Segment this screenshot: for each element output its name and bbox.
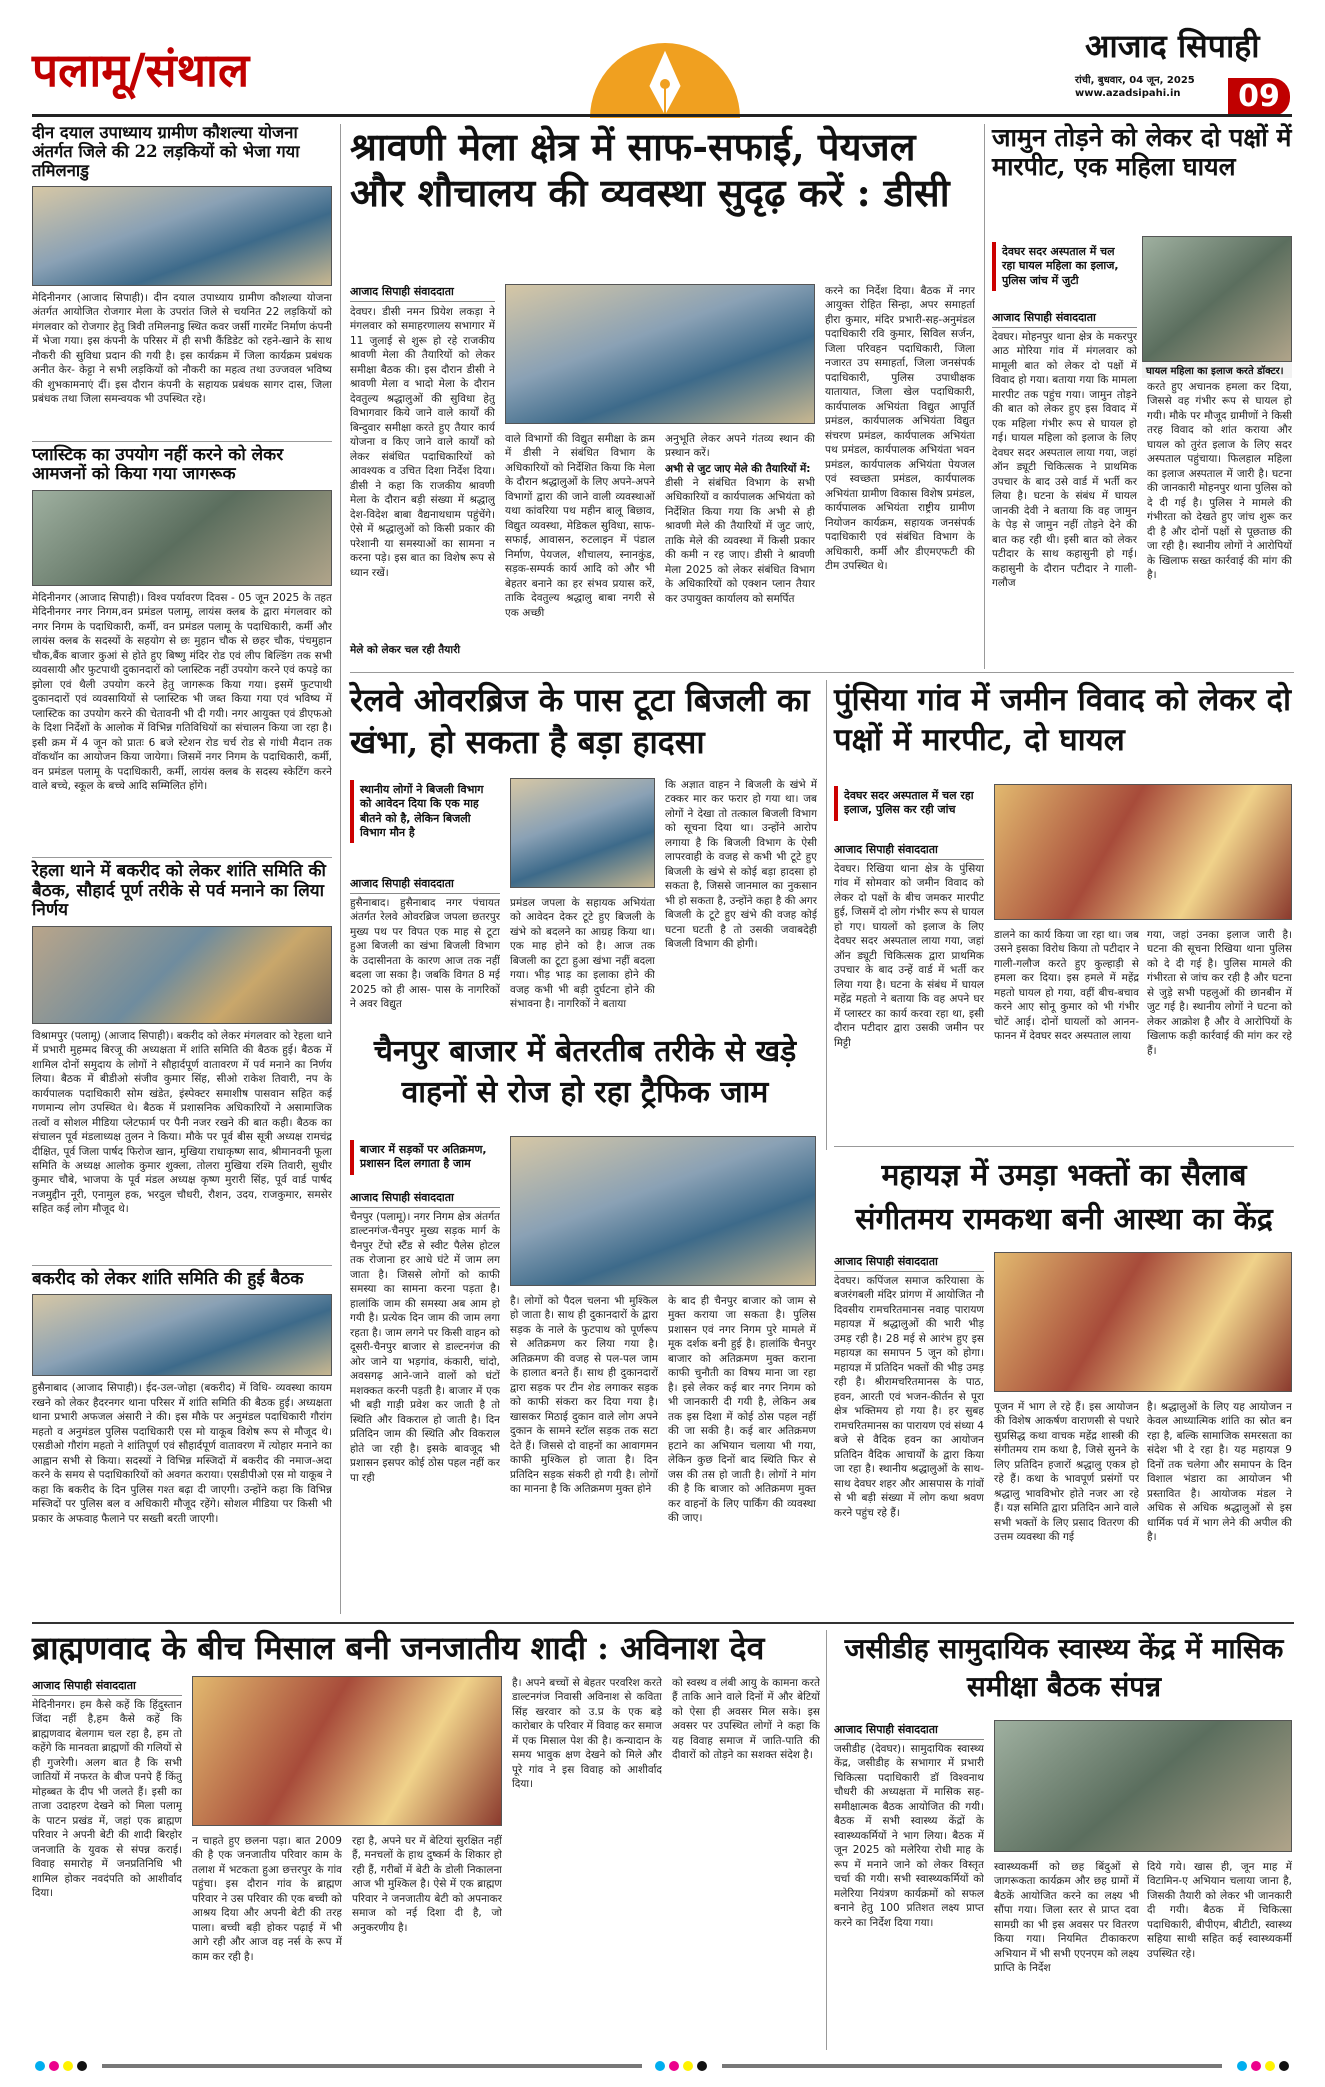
story-body: विश्रामपुर (पलामू) (आजाद सिपाही)। बकरीद को लेकर मंगलवार को रेहला थाने में प्रभारी मुहम्मद बिरजू की अध्यक्षता में शांति समिति की बैठक हुई। बैठक में शामिल दोनों समुदाय के लोगों ने सौहार्दपूर्ण वातावरण में पर्व मनाने का निर्णय लिया। बैठक में बीडीओ संजीव कुमार सिंह, सीओ राकेश तिवारी, नप के कार्यपालक पदाधिकारी सोम खंडेत, इंस्पेक्टर समाशीष पासवान सहित कई गणमान्य लोग उपस्थित थे। बैठक में प्रशासनिक अधिकारियों ने असामाजिक तत्वों व सोशल मीडिया प्लेटफार्म पर पैनी नजर रखने की बात कही। बैठक का संचालन पूर्व मंडलाध्यक्ष तुलन ने किया। मौके पर पूर्व बीस सूत्री अध्यक्ष रामचंद्र दीक्षित, पूर्व जिला पार्षद फिरोज खान, मुखिया राधाकृष्ण साव, श्रीमानवनी फूला समिति के अध्यक्ष आलोक कुमार शुक्ला, तोलरा मुखिया रश्मि तिवारी, सुधीर कुमार चौबे, भाजपा के पूर्व मंडल अध्यक्ष कृष्ण मुरारी सिंह, पूर्व वार्ड पार्षद नजमुद्दीन नूरी, एनामुल हक, भरदुल चौधरी, रौशन, उदय, राजकुमार, समसेर सहित कई लोग मौजूद थे। — [32, 1029, 332, 1216]
dateline: रांची, बुधवार, 04 जून, 2025 — [1075, 75, 1195, 86]
divider — [32, 1265, 332, 1266]
pull-quote: बाजार में सड़कों पर अतिक्रमण, प्रशासन दिल लगाता है जाम — [350, 1140, 500, 1175]
pen-nib-sun-logo — [580, 38, 750, 118]
photo-caption: घायल महिला का इलाज करते डॉक्टर। — [1142, 362, 1292, 378]
story-punsia — [834, 680, 1294, 1140]
photo-traffic-jam — [510, 1136, 816, 1286]
story-jamun — [992, 124, 1294, 669]
section-rule — [350, 672, 1294, 673]
headline: दीन दयाल उपाध्याय ग्रामीण कौशल्या योजना अंतर्गत जिले की 22 लड़कियों को भेजा गया तमिलनाडु — [32, 123, 300, 180]
photo-dc-meeting — [505, 284, 815, 424]
byline: आजाद सिपाही संवाददाता — [834, 1722, 984, 1740]
column-rule — [826, 1630, 827, 2050]
column-rule — [984, 124, 985, 669]
masthead — [0, 0, 1325, 118]
lead-col4: करने का निर्देश दिया। बैठक में नगर आयुक्त रोहित सिन्हा, अपर समाहर्ता हीरा कुमार, मंदिर प्रभारी-सह-अनुमंडल पदाधिकारी रवि कुमार, सिविल सर्जन, जिला परिवहन पदाधिकारी, जिला नजारत उप समाहर्ता, जिला जनसंपर्क पदाधिकारी, पुलिस उपाधीक्षक यातायात, जिला खेल पदाधिकारी, कार्यपालक अभियंता विद्युत आपूर्ति प्रमंडल, कार्यपालक अभियंता विद्युत संचरण प्रमंडल, कार्यपालक अभियंता पथ प्रमंडल, कार्यपालक अभियंता भवन प्रमंडल, कार्यपालक अभियंता पेयजल एवं स्वच्छता प्रमंडल, कार्यपालक अभियंता ग्रामीण विकास विशेष प्रमंडल, कार्यपालक अभियंता राष्ट्रीय ग्रामीण नियोजन कार्यक्रम, सहायक जनसंपर्क पदाधिकारी एवं संबंधित विभाग के अधिकारी, कर्मी और डीएमएफटी की टीम उपस्थित थे। — [825, 285, 975, 573]
story-body-col2: है। लोगों को पैदल चलना भी मुश्किल हो जाता है। साथ ही दुकानदारों के द्वारा सड़क के नाले के फुटपाथ को पूर्णरूप से अतिक्रमण कर लिया गया है। अतिक्रमण की वजह से पल-पल जाम के हालात बनते हैं। साथ ही दुकानदारों द्वारा सड़क पर टीन शेड लगाकर सड़क को काफी संकरा कर दिया गया है। खासकर मिठाई दुकान वाले लोग अपने दुकान के सामने स्टॉल सड़क तक सटा देते हैं। जिससे दो वाहनों का आवागमन काफी मुश्किल हो जाता है। दिन प्रतिदिन सड़क संकरी हो गयी है। लोगों का मानना है कि अतिक्रमण मुक्त होने — [510, 1295, 658, 1496]
story-jasidih-health — [834, 1630, 1294, 2050]
section-title: पलामू/संथाल — [32, 43, 250, 97]
story-body-col2: डालने का कार्य किया जा रहा था। जब उसने इसका विरोध किया तो पटीदार ने गाली-गलौज करते हुए कुल्हाड़ी से हमला कर दिया। इस हमले में महेंद्र महतो घायल हो गया, वहीं बीच-बचाव करने आए सोनू कुमार को भी गंभीर चोटें आई। दोनों घायलों को आनन-फानन में देवघर सदर अस्पताल लाया — [994, 929, 1139, 1043]
story-body-col1: देवघर। मोहनपुर थाना क्षेत्र के मकरपुर आठ मोरिया गांव में मंगलवार को मामूली बात को लेकर दो पक्षों में विवाद हो गया। बताया गया कि मामला मारपीट तक पहुंच गया। जामुन तोड़ने की बात को लेकर हुए इस विवाद में एक महिला गंभीर रूप से घायल हो गई। घायल महिला को इलाज के लिए देवघर सदर अस्पताल लाया गया, जहां ऑन ड्यूटी चिकित्सक ने प्राथमिक उपचार के बाद उसे वार्ड में भर्ती कर लिया है। घटना के संबंध में घायल जानकी देवी ने बताया कि वह जामुन के पेड़ से जामुन नहीं तोड़ने देने की बात कह रही थी। इसी बात को लेकर पटीदार के साथ कहासुनी हो गई। कहासुनी के दौरान पटीदार ने गाली-गलौज — [992, 331, 1137, 590]
story-body-col4: है। अपने बच्चों से बेहतर परवरिश करते डाल्टनगंज निवासी अविनाश से कविता सिंह खरवार को उ.प्र के एक बड़े कारोबार के परिवार में विवाह कर समाज में एक मिसाल पेश की है। कन्यादान के समय भावुक क्षण देखने को मिले और पूरे गांव ने इस विवाह को आशीर्वाद दिया। — [512, 1677, 662, 1791]
story-body-col2: प्रमंडल जपला के सहायक अभियंता को आवेदन देकर टूटे हुए बिजली के खंभे को बदलने का आग्रह किया था। एक माह होने को है। आज तक बिजली का टूटा हुआ खंभा नहीं बदला गया। भीड़ भाड़ का इलाका होने की वजह कभी भी बड़ी दुर्घटना होने की संभावना है। नागरिकों ने बताया — [510, 897, 655, 1011]
lead-col2: वाले विभागों की विद्युत समीक्षा के क्रम में डीसी ने संबंधित विभाग के अधिकारियों को निर्देशित किया कि मेला के दौरान श्रद्धालुओं के लिए अपने-अपने विभागों द्वारा की जाने वाली व्यवस्थाओं यथा कांवरिया पथ महीन बालू बिछाव, विद्युत व्यवस्था, मेडिकल सुविधा, साफ- सफाई, आवासन, रुटलाइन में पंडाल निर्माण, पेयजल, शौचालय, स्नानकुंड, सड़क-सम्पर्क कार्य आदि को और भी बेहतर बनाने का हर संभव प्रयास करें, ताकि देवतुल्य श्रद्धालु बाबा नगरी से एक अच्छी — [505, 433, 655, 619]
story-body-col3: रहा है, अपने घर में बेटियां सुरक्षित नहीं हैं, मनचलों के हाथ दुष्कर्म के शिकार हो रही हैं, गरीबों में बेटी के डोली निकालना आज भी मुश्किल है। ऐसे में एक ब्राह्मण परिवार ने जनजातीय बेटी को अपनाकर समाज को नई दिशा दी है, जो अनुकरणीय है। — [352, 1835, 502, 1934]
story-bakrid-meeting — [32, 1270, 332, 1592]
left-column — [32, 124, 332, 1614]
story-body-col2: पूजन में भाग ले रहे हैं। इस आयोजन की विशेष आकर्षण वाराणसी से पधारे सुप्रसिद्ध कथा वाचक महेंद्र शास्त्री की संगीतमय राम कथा है, जिसे सुनने के लिए प्रतिदिन हजारों श्रद्धालु एकत्र हो रहे हैं। कथा के भावपूर्ण प्रसंगों पर श्रद्धालु भावविभोर होते नजर आ रहे हैं। यज्ञ समिति द्वारा प्रतिदिन आने वाले सभी भक्तों के लिए प्रसाद वितरण की उत्तम व्यवस्था की गई — [994, 1401, 1139, 1544]
story-tribal-wedding — [32, 1630, 822, 2050]
story-body-col1: हुसैनाबाद। हुसैनाबाद नगर पंचायत अंतर्गत रेलवे ओवरब्रिज जपला छतरपुर मुख्य पथ पर विपत एक माह से टूटा हुआ बिजली का खंभा बिजली विभाग के उदासीनता के कारण आज तक नहीं बदला जा सका है। जबकि विगत 8 मई 2025 को ही आस- पास के नागरिकों ने अवर विद्युत — [350, 897, 500, 1011]
story-ddugky — [32, 124, 332, 437]
story-body-col3: गया, जहां उनका इलाज जारी है। घटना की सूचना रिखिया थाना पुलिस को दे दी गई है। पुलिस मामले की गंभीरता से जांच कर रही है और घटना से जुड़े सभी पहलुओं की छानबीन में जुट गई है। स्थानीय लोगों ने घटना को लेकर आक्रोश है और वे आरोपियों के खिलाफ कड़ी कार्रवाई की मांग कर रहे हैं। — [1147, 929, 1292, 1057]
section-rule — [834, 1146, 1294, 1147]
photo-injured-woman — [1142, 236, 1292, 362]
byline: आजाद सिपाही संवाददाता — [992, 310, 1137, 328]
section-rule — [32, 1622, 1294, 1624]
byline: आजाद सिपाही संवाददाता — [32, 1678, 182, 1696]
story-body-col1: देवघर। कपिंजल समाज करियासा के बजरंगबली मंदिर प्रांगण में आयोजित नौ दिवसीय रामचरितमानस नवाह पारायण महायज्ञ में श्रद्धालुओं की भारी भीड़ उमड़ रही है। 28 मई से आरंभ हुए इस महायज्ञ का समापन 5 जून को होगा। महायज्ञ में प्रतिदिन भक्तों की भीड़ उमड़ रही है। श्रीरामचरितमानस के पाठ, हवन, आरती एवं भजन-कीर्तन से पूरा क्षेत्र भक्तिमय हो गया है। हर सुबह रामचरितमानस का पारायण एवं संध्या 4 बजे से वैदिक हवन का आयोजन प्रतिदिन वैदिक आचार्यों के द्वारा किया जा रहा है। स्थानीय श्रद्धालुओं के साथ-साथ देवघर शहर और आसपास के गांवों से भी बड़ी संख्या में लोग कथा श्रवण करने पहुंच रहे हैं। — [834, 1275, 984, 1519]
story-body-col3: दिये गये। खास ही, जून माह में विटामिन-ए अभियान चलाया जाना है, जिसकी तैयारी को लेकर भी जानकारी दी गयी। बैठक में चिकित्सा पदाधिकारी, बीपीएम, बीटीटी, स्वास्थ्य सहिया साथी सहित कई स्वास्थ्यकर्मी उपस्थित रहे। — [1147, 1861, 1292, 1960]
headline: रेलवे ओवरब्रिज के पास टूटा बिजली का खंभा, हो सकता है बड़ा हादसा — [350, 681, 810, 761]
lead-kicker: मेले को लेकर चल रही तैयारी — [350, 644, 461, 656]
story-body-col2: न चाहते हुए छलना पड़ा। बात 2009 की है एक जनजातीय परिवार काम के तलाश में भटकता हुआ छत्तरपुर के गांव पहुंचा। इस दौरान गांव के ब्राह्मण परिवार ने उस परिवार की एक बच्ची को आश्रय दिया और अपनी बेटी की तरह पाला। बच्ची बड़ी होकर पढ़ाई में भी आगे रही और आज वह नर्स के रूप में काम कर रही है। — [192, 1835, 342, 1963]
photo-wedding — [192, 1676, 502, 1826]
lead-col1: देवघर। डीसी नमन प्रियेश लकड़ा ने मंगलवार को समाहरणालय सभागार में 11 जुलाई से शुरू हो रहे राजकीय श्रावणी मेला की तैयारियों को लेकर समीक्षा बैठक की। इस दौरान डीसी ने श्रावणी मेला व भादो मेला के दौरान देवतुल्य श्रद्धालुओं की सुविधा हेतु विभागवार किये जाने वाले कार्यों की बिन्दुवार समीक्षा करते हुए तैयार कार्य योजना व किए जाने वाले कार्यों को लेकर संबंधित पदाधिकारियों को आवश्यक व उचित दिशा निर्देश दिया। डीसी ने कहा कि राजकीय श्रावणी मेला के दौरान बड़ी संख्या में श्रद्धालु देश-विदेश बाबा वैद्यनाथधाम पहुंचेंगे। ऐसे में श्रद्धालुओं को किसी प्रकार की परेशानी या समस्याओं का सामना न करना पड़े। इस बात का विशेष रूप से ध्यान रखें। — [350, 306, 495, 579]
byline: आजाद सिपाही संवाददाता — [350, 1190, 500, 1208]
page-number: 09 — [1228, 78, 1290, 116]
lead-story — [350, 124, 980, 669]
story-body-col2: स्वास्थ्यकर्मी को छह बिंदुओं से जागरूकता कार्यक्रम और छह ग्रामों में बैठकें आयोजित करने का लक्ष्य भी सौंपा गया। जिला स्तर से प्राप्त दवा सामग्री का भी इस अवसर पर वितरण किया गया। नियमित टीकाकरण अभियान में भी सभी एएनएम को लक्ष्य प्राप्ति के निर्देश — [994, 1861, 1139, 1975]
headline: जसीडीह सामुदायिक स्वास्थ्य केंद्र में मासिक समीक्षा बैठक संपन्न — [844, 1632, 1284, 1703]
byline: आजाद सिपाही संवाददाता — [834, 1254, 984, 1272]
headline: रेहला थाने में बकरीद को लेकर शांति समिति की बैठक, सौहार्द पूर्ण तरीके से पर्व मनाने का लिया निर्णय — [32, 861, 326, 921]
photo-injured-patients — [994, 784, 1292, 920]
headline: प्लास्टिक का उपयोग नहीं करने को लेकर आमजनों को किया गया जागरूक — [32, 444, 284, 485]
pull-quote: देवघर सदर अस्पताल में चल रहा इलाज, पुलिस कर रही जांच — [834, 786, 984, 821]
story-body-col2: करते हुए अचानक हमला कर दिया, जिससे वह गंभीर रूप से घायल हो गयी। मौके पर मौजूद ग्रामीणों ने किसी तरह विवाद को शांत कराया और घायल को तुरंत इलाज के लिए सदर अस्पताल पहुंचाया। फिलहाल महिला का इलाज अस्पताल में जारी है। घटना की जानकारी मोहनपुर थाना पुलिस को दे दी गई है। पुलिस ने मामले की गंभीरता को देखते हुए जांच शुरू कर दी है और दोनों पक्षों से पूछताछ की जा रही है। स्थानीय लोगों ने आरोपियों के खिलाफ सख्त कार्रवाई की मांग की है। — [1147, 381, 1292, 582]
headline: जामुन तोड़ने को लेकर दो पक्षों में मारपीट, एक महिला घायल — [992, 123, 1292, 181]
story-chainpur-traffic — [350, 1032, 820, 1618]
story-body-col5: को स्वस्थ व लंबी आयु के कामना करते हैं ताकि आने वाले दिनों में और बेटियों को ऐसा ही अवसर मिल सके। इस अवसर पर उपस्थित लोगों ने कहा कि यह विवाह समाज में जाति-पाति की दीवारों को तोड़ने का सशक्त संदेश है। — [672, 1677, 820, 1762]
story-body: मेदिनीनगर (आजाद सिपाही)। दीन दयाल उपाध्याय ग्रामीण कौशल्या योजना अंतर्गत आयोजित रोजगार मेला के उपरांत जिले से चयनित 22 लड़कियों को मंगलवार को रोजगार हेतु त्रिवी तमिलनाडु स्थित कवर जर्सी गारमेंट निर्माण कंपनी में भेजा गया। इस कंपनी के परिसर में ही सभी कैंडिडेट को रहने-खाने के साथ नौकरी की सुविधा प्रदान की गयी है। इस कार्यक्रम में जिला कार्यक्रम प्रबंधक अनीत केर- केट्टा ने सभी लड़कियों को नौकरी का महत्व तथा उज्जवल भविष्य की शुभकामनाएं दीं। इस दौरान कंपनी के सहायक प्रबंधक सागर दास, जिला प्रबंधक तथा जिला समन्वयक भी उपस्थित रहे। — [32, 291, 332, 406]
footer-color-bar — [32, 2058, 1294, 2072]
photo-awareness-rally — [32, 490, 332, 586]
byline: आजाद सिपाही संवाददाता — [350, 284, 495, 302]
divider — [32, 441, 332, 442]
headline: महायज्ञ में उमड़ा भक्तों का सैलाब संगीतमय रामकथा बनी आस्था का केंद्र — [855, 1158, 1273, 1237]
column-rule — [340, 124, 341, 1614]
lead-headline: श्रावणी मेला क्षेत्र में साफ-सफाई, पेयजल और शौचालय की व्यवस्था सुदृढ़ करें : डीसी — [350, 124, 950, 215]
lead-col3: अनुभूति लेकर अपने गंतव्य स्थान की प्रस्थान करें। — [665, 433, 815, 460]
headline: चैनपुर बाजार में बेतरतीब तरीके से खड़े वाहनों से रोज हो रहा ट्रैफिक जाम — [373, 1034, 797, 1110]
story-body: हुसैनाबाद (आजाद सिपाही)। ईद-उल-जोहा (बकरीद) में विधि- व्यवस्था कायम रखने को लेकर हैदरनगर थाना परिसर में शांति समिति की बैठक हुई। अध्यक्षता थाना प्रभारी अफजल अंसारी ने की। इस मौके पर अनुमंडल पदाधिकारी गौरांग महतो व अनुमंडल पुलिस पदाधिकारी एस मो याकूब विशेष रूप से मौजूद थे। एसडीओ गौरांग महतो ने शांतिपूर्ण एवं सौहार्दपूर्ण वातावरण में त्योहार मनाने का आह्वान सभी से किया। सदस्यों ने विभिन्न मस्जिदों में बकरीद की नमाज-अदा करने के समय से पदाधिकारियों को अवगत कराया। एसडीपीओ एस मो याकूब ने कहा कि बकरीद के दिन पुलिस गश्त बढ़ा दी जाएगी। उन्होंने कहा कि विभिन्न मस्जिदों पर पुलिस बल व अधिकारी मौजूद रहेंगे। सोशल मीडिया पर किसी भी प्रकार के अफवाह फैलाने पर सख्ती बरती जाएगी। — [32, 1382, 332, 1525]
registration-dots — [32, 2059, 1294, 2073]
column-rule — [826, 680, 827, 1150]
story-body-col1: मेदिनीनगर। हम कैसे कहें कि हिंदुस्तान जिंदा नहीं है,हम कैसे कहें कि ब्राह्मणवाद बेलगाम चल रहा है, हम तो कहेंगे कि मानवता ब्राह्मणों की गलियों से ही गुजरेगी। अलग बात है कि सभी जातियों में नफरत के बीज पनपे हैं किंतु मोहब्बत के दीप भी जलते हैं। इसी का ताजा उदाहरण देखने को मिला पलामू के पाटन प्रखंड में, जहां एक ब्राह्मण परिवार ने अपनी बेटी की शादी बिरहोर जनजाति के युवक से संपन्न कराई। विवाह समारोह में जनप्रतिनिधि भी शामिल होकर नवदंपति को आशीर्वाद दिया। — [32, 1699, 182, 1900]
story-rehla-peace-meeting — [32, 862, 332, 1261]
photo-ramkatha — [994, 1252, 1292, 1392]
story-plastic — [32, 446, 332, 853]
photo-peace-committee — [32, 1294, 332, 1376]
paper-name: आजाद सिपाही — [1085, 27, 1260, 65]
photo-meeting — [32, 926, 332, 1024]
masthead-rule — [32, 114, 1292, 117]
lead-col3b: डीसी ने संबंधित विभाग के सभी अधिकारियों व कार्यपालक अभियंता को निर्देशित किया गया कि अभी से ही श्रावणी मेले की तैयारियों में जुट जाएं, ताकि मेले की व्यवस्था में किसी प्रकार की कमी न रह जाए। डीसी ने श्रावणी मेला 2025 को लेकर संबंधित विभाग के अधिकारियों को एक्शन प्लान तैयार कर उपायुक्त कार्यालय को समर्पित — [665, 477, 815, 605]
story-body: मेदिनीनगर (आजाद सिपाही)। विश्व पर्यावरण दिवस - 05 जून 2025 के तहत मेदिनीनगर नगर निगम,वन प्रमंडल पलामू, लायंस क्लब के द्वारा मंगलवार को नगर निगम के पदाधिकारी, कर्मी, वन प्रमंडल पलामू के पदाधिकारी, कर्मी और लायंस क्लब के सदस्यों के सहयोग से छः मुहान चौक से छहर चौक, पंचमुहान चौक,बैंक बाजार कुआं से होते हुए बिष्णु मंदिर रोड एवं लीप बिल्डिंग तक सभी व्यवसायी और फुटपाथी दुकानदारों को प्लास्टिक नहीं उपयोग करने एवं कपड़े का झोला एवं थैली उपयोग करने हेतु जागरूक किया गया। इसमें फुटपाथी दुकानदारों एवं व्यवसायियों से प्लास्टिक भी जब्त किया गया एवं भविष्य में प्लास्टिक का उपयोग करने की चेतावनी भी दी गयी। नगर आयुक्त एवं डीएफओ के दिशा निर्देशों के आलोक में विभिन्न गतिविधियों का संचालन किया जा रहा है। इसी क्रम में 4 जून को प्रातः 6 बजे स्टेशन रोड चर्च रोड से गांधी मैदान तक वॉकथॉन का आयोजन किया जायेगा। जिसमें नगर निगम के पदाधिकारी, कर्मी, वन प्रमंडल पलामू के पदाधिकारी, कर्मी, लायंस क्लब के सदस्य स्केटिंग करने वाले बच्चे, स्कूल के बच्चे आदि सम्मिलित होंगे। — [32, 592, 332, 793]
photo-health-meeting — [994, 1720, 1292, 1852]
pull-quote: देवघर सदर अस्पताल में चल रहा घायल महिला का इलाज, पुलिस जांच में जुटी — [992, 242, 1132, 291]
story-body-col1: जसीडीह (देवघर)। सामुदायिक स्वास्थ्य केंद्र, जसीडीह के सभागार में प्रभारी चिकित्सा पदाधिकारी डॉ विश्वनाथ चौधरी की अध्यक्षता में मासिक सह- समीक्षात्मक बैठक आयोजित की गयी। बैठक में सभी स्वास्थ्य केंद्रों के स्वास्थ्यकर्मियों ने भाग लिया। बैठक में जून 2025 को मलेरिया रोधी माह के रूप में मनाने जाने को लेकर विस्तृत चर्चा की गयी। सभी स्वास्थ्यकर्मियों को मलेरिया नियंत्रण कार्यक्रमों को सफल बनाने हेतु 100 प्रतिशत लक्ष्य प्राप्त करने का निर्देश दिया गया। — [834, 1743, 984, 1929]
story-body-col1: देवघर। रिखिया थाना क्षेत्र के पुंसिया गांव में सोमवार को जमीन विवाद को लेकर दो पक्षों के बीच जमकर मारपीट हुई, जिसमें दो लोग गंभीर रूप से घायल हो गए। घायलों को इलाज के लिए देवघर सदर अस्पताल लाया गया, जहां ऑन ड्यूटी चिकित्सक द्वारा प्राथमिक उपचार के बाद उन्हें वार्ड में भर्ती कर लिया गया है। घटना के संबंध में घायल महेंद्र महतो ने बताया कि वह अपने घर में प्लास्टर का कार्य करवा रहा था, इसी दौरान पटीदार द्वारा उसकी जमीन पर मिट्टी — [834, 863, 984, 1049]
story-ramkatha — [834, 1154, 1294, 1618]
pull-quote: स्थानीय लोगों ने बिजली विभाग को आवेदन दिया कि एक माह बीतने को है, लेकिन बिजली विभाग मौन है — [350, 780, 500, 843]
headline: बकरीद को लेकर शांति समिति की हुई बैठक — [32, 1268, 304, 1289]
lead-subhead: अभी से जुट जाए मेले की तैयारियों में: — [665, 463, 811, 475]
headline: ब्राह्मणवाद के बीच मिसाल बनी जनजातीय शादी : अविनाश देव — [32, 1629, 765, 1667]
story-railway-pole — [350, 680, 820, 1025]
photo-trainees — [32, 186, 332, 286]
headline: पुंसिया गांव में जमीन विवाद को लेकर दो पक्षों में मारपीट, दो घायल — [834, 682, 1292, 759]
byline: आजाद सिपाही संवाददाता — [350, 876, 500, 894]
website: www.azadsipahi.in — [1075, 88, 1181, 99]
story-body-col1: चैनपुर (पलामू)। नगर निगम क्षेत्र अंतर्गत डाल्टनगंज-चैनपुर मुख्य सड़क मार्ग के चैनपुर टेंपो स्टैंड से स्वीट पैलेस होटल तक रोजाना हर आधे घंटे में जाम लग जाता है। जिससे लोगों को काफी समस्या का सामना करना पड़ता है। हालांकि जाम की समस्या अब आम हो गयी है। प्रत्येक दिन जाम की जाम लगा रहता है। जाम लगने पर किसी वाहन को दूसरी-चैनपुर बाजार से डाल्टनगंज की ओर जाने या भड़गांव, कंकारी, चांदो, अवसगढ़ आने-जाने वालों को घंटों मशक्कत करनी पड़ती है। बाजार में एक भी बड़ी गाड़ी प्रवेश कर जाती है तो स्थिति और विकराल हो जाती है। दिन प्रतिदिन जाम की स्थिति और विकराल होते जा रही है। इसके बावजूद भी प्रशासन इसपर कोई ठोस पहल नहीं कर पा रही — [350, 1211, 500, 1484]
story-body-col3: कि अज्ञात वाहन ने बिजली के खंभे में टक्कर मार कर फरार हो गया था। जब लोगों ने देखा तो तत्काल बिजली विभाग को सूचना दिया था। उन्होंने आरोप लगाया है कि बिजली विभाग के ऐसी लापरवाही के वजह से कभी भी टूटे हुए बिजली के खंभे से कोई बड़ा हादसा हो सकता है, जिससे जानमाल का नुकसान भी हो सकता है, उन्होंने कहा है की अगर बिजली के टूटे हुए खंभे की वजह कोई घटना घटती है तो उसकी जवाबदेही बिजली विभाग की होगी। — [665, 779, 817, 951]
photo-broken-pole — [510, 778, 655, 888]
byline: आजाद सिपाही संवाददाता — [834, 842, 984, 860]
story-body-col3: के बाद ही चैनपुर बाजार को जाम से मुक्त कराया जा सकता है। पुलिस प्रशासन एवं नगर निगम पुरे मामले में मूक दर्शक बनी हुई है। हालांकि चैनपुर बाजार को अतिक्रमण मुक्त कराना काफी चुनौती का विषय माना जा रहा है। इसे लेकर कई बार नगर निगम को भी जानकारी दी गयी है, लेकिन अब तक इस दिशा में कोई ठोस पहल नहीं की जा सकी है। कई बार अतिक्रमण हटाने का अभियान चलाया भी गया, लेकिन कुछ दिनों बाद स्थिति फिर से जस की तस हो जाती है। लोगों ने मांग की है कि बाजार को अतिक्रमण मुक्त कर वाहनों के लिए पार्किंग की व्यवस्था की जाए। — [668, 1295, 816, 1525]
story-body-col3: है। श्रद्धालुओं के लिए यह आयोजन न केवल आध्यात्मिक शांति का स्रोत बन रहा है, बल्कि सामाजिक समरसता का संदेश भी दे रहा है। यह महायज्ञ 9 दिनों तक चलेगा और समापन के दिन विशाल भंडारा का आयोजन भी प्रस्तावित है। आयोजक मंडल ने अधिक से अधिक श्रद्धालुओं से इस धार्मिक पर्व में भाग लेने की अपील की है। — [1147, 1401, 1292, 1544]
divider — [32, 857, 332, 858]
